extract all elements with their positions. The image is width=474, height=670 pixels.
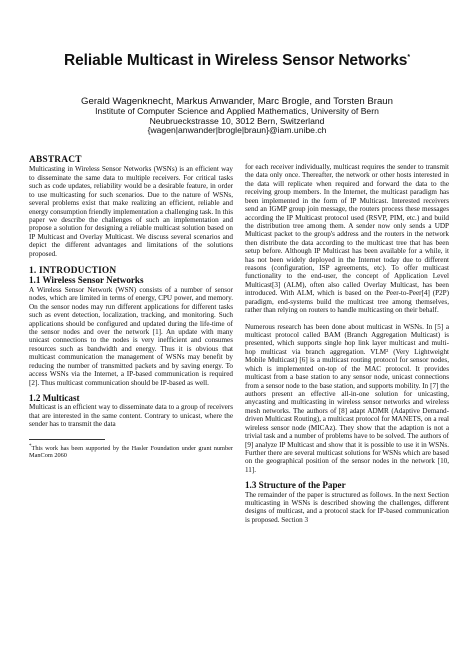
section-1-3-text: The remainder of the paper is structured as follows. In the next Section multicasting in WSNs is described showing the challenges, different designs of multicast, and a protocol stack for IP-based communication is proposed. Section 3 [245,490,449,524]
footnote-text: This work has been supported by the Hasler Foundation under grant number ManCom 2060 [29,444,233,460]
author-names: Gerald Wagenknecht, Markus Anwander, Marc Brogle, and Torsten Braun [81,96,393,107]
right-column [245,163,449,524]
footnote [29,443,233,460]
abstract-text: Multicasting in Wireless Sensor Networks (WSNs) is an efficient way to disseminate the same data to multiple receivers. For critical tasks such as code updates, reliability would be a desirable feature, in order to use multicasting for such scenarios. Due to the nature of WSNs, several problems exist that make realizing an efficient, reliable and energy consumption friendly implementation a challenging task. In this paper we describe the challenges of such an implementation and propose a solution for designing a reliable multicast solution based on IP Multicast and Overlay Multicast. We discuss several scenarios and depict the different advantages and limitations of the solutions proposed. [29,165,233,258]
section-1-1-text: A Wireless Sensor Network (WSN) consists of a number of sensor nodes, which are limited in terms of energy, CPU power, and memory. On the sensor nodes may run different applications for different tasks such as event detection, localization, tracking, and monitoring. Such applications should be configured and updated during the life-time of the sensor nodes and over the network [1]. An update with many unicast connections to the nodes is very inefficient and consumes resources such as bandwidth and energy. Thus it is obvious that multicast communication the management of WSNs may benefit by reducing the number of transmitted packets and by saving energy. To access WSNs via the Internet, a IP-based communication is required [2]. Thus multicast communication should be IP-based as well. [29,285,233,387]
right-paragraph-1: for each receiver individually, multicast requires the sender to transmit the data only once. Thereafter, the network or other hosts interested in the data will replicate when required and forward the data to the receiving group members. In the Internet, the multicast paradigm has been implemented in the form of IP Multicast. Interested receivers send an IGMP group join message, the routers process these messages according the IP Multicast protocol used (RSVP, PIM, etc.) and build the distribution tree among them. A sender now only sends a UDP Multicast packet to the group's address and the routers in the network then distribute the data according to the multicast tree that has been setup before. Although IP Multicast has been available for a while, it has not been widely deployed in the Internet today due to different reasons (configuration, ISP agreements, etc). To offer multicast functionality to the end-user, the concept of Application Level Multicast[3] (ALM), often also called Overlay Multicast, has been introduced. With ALM, which is based on the Peer-to-Peer[4] (P2P) paradigm, end-systems build the multicast tree among themselves, rather than relying on routers to handle multicasting on their behalf. [245,163,449,315]
abstract-heading: ABSTRACT [29,155,82,165]
section-1-1-heading: 1.1 Wireless Sensor Networks [29,275,144,286]
author-emails: {wagen|anwander|brogle|braun}@iam.unibe.ch [147,125,327,136]
section-1-heading: 1. INTRODUCTION [29,266,117,277]
title-text: Reliable Multicast in Wireless Sensor Networks [64,52,408,69]
section-1-2-heading: 1.2 Multicast [29,392,80,403]
section-1-3-heading: 1.3 Structure of the Paper [245,480,346,491]
affiliation-line-2: Neubrueckstrasse 10, 3012 Bern, Switzerland [149,115,325,126]
affiliation-line-1: Institute of Computer Science and Applied Mathematics, University of Bern [95,106,379,117]
right-paragraph-2: Numerous research has been done about multicast in WSNs. In [5] a multicast protocol called BAM (Branch Aggregation Multicast) is presented, which supports single hop link layer multicast and multi-hop multicast via branch aggregation. VLM² (Very Lightweight Mobile Multicast) [6] is a multicast routing protocol for sensor nodes, which is implemented on-top of the MAC protocol. It provides multicast from a base station to any sensor node, unicast connections from a sensor node to the base station, and supports mobility. In [7] the authors present an effective all-in-one solution for unicasting, anycasting and multicasting in wireless sensor networks and wireless mesh networks. The authors of [8] adapt ADMR (Adaptive Demand-driven Multicast Routing), a multicast protocol for MANETS, on a real wireless sensor node (MICAz). They show that the adaption is not a trivial task and a number of problems have to be solved. The authors of [9] analyze IP Multicast and show that it is possible to use it in WSNs. Further there are several multicast solutions for WSNs which are based on the geographical position of the sensor nodes in the network [10, 11]. [245,322,449,474]
footnote-rule [29,439,105,440]
title-footnote-mark: * [407,53,410,61]
section-1-2-text: Multicast is an efficient way to disseminate data to a group of receivers that are interested in the same content. Contrary to unicast, where the sender has to transmit the data [29,403,233,429]
paper-title [0,52,474,70]
footnote-mark: * [29,443,32,449]
left-column [29,156,233,460]
author-block [0,97,474,136]
